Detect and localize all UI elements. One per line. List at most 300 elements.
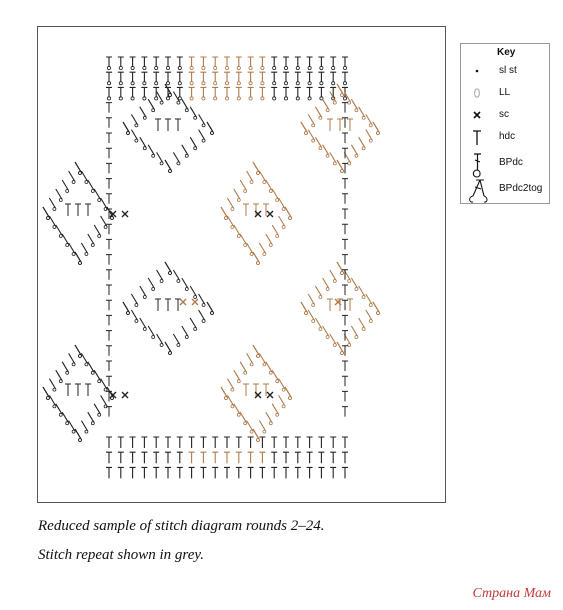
stitch-loop: [305, 312, 308, 315]
stitch-bpdc: [221, 387, 227, 397]
stitch-hdc: [118, 57, 124, 67]
stitch-bpdc: [101, 216, 107, 226]
stitch-bpdc: [234, 404, 240, 414]
stitch-bpdc: [330, 152, 336, 162]
stitch-bpdc: [330, 270, 336, 280]
stitch-hdc: [330, 87, 336, 97]
stitch-hdc: [327, 119, 333, 131]
stitch-hdc: [330, 437, 336, 448]
stitch-bpdc: [308, 294, 314, 304]
stitch-loop: [257, 262, 260, 265]
stitch-bpdc: [279, 198, 285, 208]
stitch-loop: [135, 124, 138, 127]
stitch-hdc: [307, 437, 313, 448]
stitch-hdc: [318, 452, 324, 463]
stitch-bpdc: [182, 278, 188, 288]
stitch-hdc: [295, 452, 301, 463]
stitch-loop: [152, 288, 155, 291]
stitch-loop: [369, 320, 372, 323]
stitch-bpdc: [49, 395, 55, 405]
stitch-loop: [263, 363, 266, 366]
stitch-loop: [79, 262, 82, 265]
stitch-bpdc: [315, 137, 321, 147]
stitch-loop: [269, 422, 272, 425]
stitch-hdc: [200, 87, 206, 97]
stitch-bpdc: [266, 180, 272, 190]
stitch-hdc: [342, 179, 348, 189]
stitch-loop: [263, 430, 266, 433]
stitch-loop: [143, 147, 146, 150]
stitch-loop: [257, 355, 260, 358]
stitch-hdc: [130, 57, 136, 67]
stitch-bpdc: [240, 412, 246, 422]
stitch-bpdc: [315, 318, 321, 328]
stitch-hdc: [106, 72, 112, 82]
stitch-bpdc: [157, 152, 163, 162]
stitch-bpdc: [207, 302, 213, 312]
stitch-hdc: [177, 452, 183, 463]
stitch-loop: [143, 328, 146, 331]
stitch-loop: [289, 217, 292, 220]
stitch-hdc: [248, 72, 254, 82]
stitch-loop: [160, 280, 163, 283]
stitch-bpdc: [157, 92, 163, 102]
stitch-hdc: [248, 437, 254, 448]
stitch-hdc: [342, 255, 348, 265]
stitch-hdc: [236, 87, 242, 97]
stitch-loop: [160, 344, 163, 347]
stitch-bpdc: [43, 387, 49, 397]
stitch-hdc: [212, 467, 218, 478]
stitch-loop: [333, 344, 336, 347]
stitch-bpdc: [253, 429, 259, 439]
stitch-bpdc: [199, 130, 205, 140]
stitch-bpdc: [337, 84, 343, 94]
stitch-hdc: [259, 467, 265, 478]
stitch-bpdc: [279, 395, 285, 405]
stitch-loop: [91, 244, 94, 247]
stitch-hdc: [236, 72, 242, 82]
stitch-loop: [237, 380, 240, 383]
stitch-bpdc: [227, 379, 233, 389]
stitch-loop: [269, 371, 272, 374]
stitch-loop: [312, 320, 315, 323]
stitch-hdc: [342, 72, 348, 82]
stitch-bpdc: [359, 107, 365, 117]
stitch-loop: [202, 320, 205, 323]
stitch-hdc: [200, 72, 206, 82]
stitch-loop: [185, 336, 188, 339]
stitch-hdc: [118, 87, 124, 97]
stitch-hdc: [106, 239, 112, 249]
stitch-loop: [377, 312, 380, 315]
stitch-hdc: [165, 57, 171, 67]
stitch-hdc: [342, 103, 348, 113]
stitch-loop: [282, 388, 285, 391]
stitch-loop: [250, 253, 253, 256]
stitch-bpdc: [148, 326, 154, 336]
stitch-loop: [135, 320, 138, 323]
key-row-bpdc: [467, 152, 549, 178]
key-row-ll: [467, 84, 549, 104]
key-title: Key: [497, 47, 516, 58]
stitch-loop: [177, 101, 180, 104]
stitch-loop: [79, 355, 82, 358]
stitch-bpdc: [182, 326, 188, 336]
stitch-hdc: [141, 437, 147, 448]
stitch-loop: [312, 304, 315, 307]
stitch-bpdc: [207, 122, 213, 132]
stitch-hdc: [342, 376, 348, 386]
ll-icon: [467, 84, 495, 104]
stitch-hdc: [106, 270, 112, 280]
stitch-hdc: [263, 204, 269, 216]
stitch-hdc: [106, 148, 112, 158]
stitch-hdc: [347, 119, 353, 131]
stitch-bpdc: [182, 99, 188, 109]
stitch-hdc: [106, 179, 112, 189]
stitch-hdc: [106, 194, 112, 204]
stitch-hdc: [330, 57, 336, 67]
stitch-bpdc: [182, 145, 188, 155]
stitch-loop: [91, 190, 94, 193]
stitch-bpdc: [234, 189, 240, 199]
stitch-hdc: [141, 72, 147, 82]
stitch-bpdc: [247, 353, 253, 363]
stitch-hdc: [342, 407, 348, 417]
stitch-hdc: [283, 87, 289, 97]
stitch-loop: [319, 296, 322, 299]
stitch-loop: [194, 147, 197, 150]
stitch-hdc: [259, 452, 265, 463]
stitch-loop: [98, 235, 101, 238]
stitch-loop: [377, 132, 380, 135]
stitch-loop: [194, 116, 197, 119]
key-label-bpdc2tog: BPdc2tog: [499, 183, 543, 194]
stitch-bpdc: [190, 318, 196, 328]
stitch-hdc: [271, 437, 277, 448]
stitch-loop: [362, 116, 365, 119]
stitch-hdc: [141, 452, 147, 463]
stitch-loop: [362, 328, 365, 331]
stitch-bpdc: [165, 160, 171, 170]
stitch-loop: [152, 109, 155, 112]
stitch-loop: [152, 336, 155, 339]
stitch-loop: [72, 363, 75, 366]
stitch-bpdc: [366, 114, 372, 124]
stitch-hdc: [106, 331, 112, 341]
stitch-loop: [289, 397, 292, 400]
stitch-hdc: [200, 437, 206, 448]
stitch-hdc: [295, 87, 301, 97]
stitch-hdc: [224, 437, 230, 448]
stitch-loop: [244, 190, 247, 193]
stitch-bpdc: [240, 180, 246, 190]
stitch-loop: [333, 162, 336, 165]
stitch-loop: [169, 94, 172, 97]
stitch-bpdc: [259, 421, 265, 431]
stitch-bpdc: [285, 207, 291, 217]
stitch-hdc: [295, 437, 301, 448]
stitch-hdc: [106, 467, 112, 478]
stitch-bpdc: [75, 429, 81, 439]
stitch-loop: [194, 296, 197, 299]
stitch-loop: [305, 132, 308, 135]
stitch-hdc: [153, 437, 159, 448]
stitch-hdc: [212, 72, 218, 82]
stitch-loop: [185, 154, 188, 157]
stitch-sc: [192, 299, 198, 305]
stitch-loop: [185, 109, 188, 112]
stitch-hdc: [248, 87, 254, 97]
stitch-hdc: [65, 384, 71, 396]
stitch-bpdc: [81, 353, 87, 363]
stitch-hdc: [347, 299, 353, 311]
stitch-loop: [85, 181, 88, 184]
stitch-bpdc: [240, 234, 246, 244]
stitch-loop: [169, 170, 172, 173]
stitch-bpdc: [330, 334, 336, 344]
stitch-loop: [250, 363, 253, 366]
stitch-hdc: [130, 72, 136, 82]
stitch-bpdc: [272, 404, 278, 414]
stitch-hdc: [85, 384, 91, 396]
stitch-loop: [98, 413, 101, 416]
stitch-hdc: [330, 72, 336, 82]
stitch-bpdc: [173, 270, 179, 280]
stitch-bpdc: [88, 412, 94, 422]
stitch-loop: [47, 217, 50, 220]
stitch-bpdc: [266, 234, 272, 244]
stitch-sc: [122, 211, 128, 217]
stitch-hdc: [224, 57, 230, 67]
stitch-loop: [53, 388, 56, 391]
stitch-bpdc: [157, 270, 163, 280]
stitch-loop: [53, 208, 56, 211]
stitch-bpdc: [56, 225, 62, 235]
stitch-hdc: [189, 57, 195, 67]
stitch-hdc: [212, 57, 218, 67]
stitch-bpdc: [272, 225, 278, 235]
stitch-loop: [263, 181, 266, 184]
stitch-loop: [237, 235, 240, 238]
stitch-bpdc: [101, 198, 107, 208]
stitch-bpdc: [337, 262, 343, 272]
stitch-loop: [341, 272, 344, 275]
stitch-hdc: [337, 119, 343, 131]
stitch-hdc: [106, 315, 112, 325]
stitch-loop: [98, 380, 101, 383]
stitch-hdc: [165, 452, 171, 463]
stitch-bpdc: [323, 326, 329, 336]
stitch-loop: [369, 304, 372, 307]
stitch-hdc: [248, 452, 254, 463]
stitch-hdc: [259, 72, 265, 82]
stitch-hdc: [248, 57, 254, 67]
stitch-bpdc: [323, 99, 329, 109]
stitch-hdc: [200, 452, 206, 463]
stitch-hdc: [106, 163, 112, 173]
stitch-loop: [244, 244, 247, 247]
stitch-loop: [104, 226, 107, 229]
stitch-hdc: [130, 467, 136, 478]
stitch-bpdc: [366, 294, 372, 304]
stitch-bpdc: [351, 145, 357, 155]
stitch-hdc: [259, 437, 265, 448]
stitch-bpdc: [173, 152, 179, 162]
stitch-loop: [348, 101, 351, 104]
stitch-hdc: [165, 437, 171, 448]
stitch-bpdc: [351, 278, 357, 288]
stitch-loop: [160, 162, 163, 165]
stitch-bpdc: [227, 198, 233, 208]
stitch-loop: [257, 439, 260, 442]
stitch-loop: [202, 304, 205, 307]
stitch-bpdc: [56, 370, 62, 380]
stitch-hdc: [165, 299, 171, 311]
stitch-bpdc: [62, 180, 68, 190]
stitch-bpdc: [173, 92, 179, 102]
stitch-loop: [85, 430, 88, 433]
stitch-loop: [66, 190, 69, 193]
stitch-loop: [79, 172, 82, 175]
stitch-hdc: [236, 452, 242, 463]
stitch-hdc: [165, 72, 171, 82]
stitch-bpdc: [272, 370, 278, 380]
stitch-hdc: [271, 87, 277, 97]
stitch-loop: [319, 116, 322, 119]
stitch-hdc: [307, 87, 313, 97]
stitch-bpdc: [227, 216, 233, 226]
key-row-sl-st: [467, 62, 549, 82]
stitch-loop: [237, 413, 240, 416]
stitch-bpdc: [301, 122, 307, 132]
stitch-bpdc: [148, 145, 154, 155]
stitch-bpdc: [148, 278, 154, 288]
stitch-loop: [185, 288, 188, 291]
stitch-loop: [250, 430, 253, 433]
stitch-bpdc: [75, 162, 81, 172]
stitch-hdc: [318, 72, 324, 82]
stitch-hdc: [342, 391, 348, 401]
stitch-loop: [282, 226, 285, 229]
stitch-bpdc: [359, 286, 365, 296]
stitch-loop: [333, 280, 336, 283]
stitch-hdc: [342, 133, 348, 143]
stitch-bpdc: [140, 286, 146, 296]
stitch-hdc: [106, 57, 112, 67]
stitch-loop: [326, 109, 329, 112]
stitch-bpdc: [253, 345, 259, 355]
stitch-hdc: [106, 437, 112, 448]
stitch-loop: [225, 397, 228, 400]
stitch-loop: [177, 162, 180, 165]
stitch-bpdc: [373, 122, 379, 132]
stitch-hdc: [318, 467, 324, 478]
stitch-hdc: [224, 467, 230, 478]
stitch-bpdc: [140, 318, 146, 328]
stitch-hdc: [212, 87, 218, 97]
stitch-loop: [362, 147, 365, 150]
stitch-bpdc: [56, 189, 62, 199]
stitch-hdc: [177, 467, 183, 478]
stitch-loop: [127, 312, 130, 315]
stitch-hdc: [271, 72, 277, 82]
bpdc2tog-icon: [467, 178, 495, 198]
stitch-hdc: [342, 452, 348, 463]
stitch-bpdc: [148, 99, 154, 109]
stitch-loop: [177, 344, 180, 347]
stitch-hdc: [106, 133, 112, 143]
stitch-bpdc: [266, 412, 272, 422]
key-row-hdc: [467, 128, 549, 148]
stitch-hdc: [177, 57, 183, 67]
stitch-hdc: [283, 452, 289, 463]
stitch-bpdc: [81, 171, 87, 181]
key-label-sl-st: sl st: [499, 65, 517, 76]
stitch-bpdc: [173, 334, 179, 344]
stitch-loop: [177, 280, 180, 283]
stitch-hdc: [153, 72, 159, 82]
stitch-hdc: [342, 300, 348, 310]
stitch-hdc: [118, 467, 124, 478]
stitch-hdc: [307, 452, 313, 463]
stitch-bpdc: [49, 216, 55, 226]
bpdc-icon: [467, 152, 495, 172]
stitch-hdc: [153, 57, 159, 67]
stitch-hdc: [118, 72, 124, 82]
stitch-hdc: [75, 384, 81, 396]
stitch-hdc: [155, 299, 161, 311]
stitch-bpdc: [190, 107, 196, 117]
stitch-loop: [348, 344, 351, 347]
stitch-diagram-frame: [37, 26, 446, 503]
stitch-bpdc: [62, 362, 68, 372]
stitch-loop: [72, 430, 75, 433]
stitch-bpdc: [75, 345, 81, 355]
stitch-hdc: [307, 72, 313, 82]
stitch-loop: [231, 388, 234, 391]
stitch-hdc: [263, 384, 269, 396]
stitch-hdc: [318, 57, 324, 67]
stitch-bpdc: [49, 379, 55, 389]
stitch-hdc: [224, 87, 230, 97]
stitch-hdc: [318, 437, 324, 448]
stitch-hdc: [118, 437, 124, 448]
stitch-bpdc: [234, 370, 240, 380]
stitch-bpdc: [69, 353, 75, 363]
stitch-bpdc: [221, 207, 227, 217]
stitch-bpdc: [308, 130, 314, 140]
stitch-loop: [91, 422, 94, 425]
stitch-loop: [59, 199, 62, 202]
stitch-hdc: [224, 72, 230, 82]
stitch-loop: [59, 413, 62, 416]
stitch-loop: [231, 405, 234, 408]
stitch-hdc: [243, 384, 249, 396]
stitch-bpdc: [131, 114, 137, 124]
stitch-bpdc: [165, 342, 171, 352]
stitch-hdc: [259, 87, 265, 97]
stitch-sc: [122, 392, 128, 398]
key-label-bpdc: BPdc: [499, 157, 523, 168]
stitch-hdc: [283, 72, 289, 82]
stitch-bpdc: [227, 395, 233, 405]
stitch-loop: [355, 109, 358, 112]
stitch-loop: [225, 217, 228, 220]
stitch-bpdc: [88, 180, 94, 190]
stitch-bpdc: [315, 107, 321, 117]
